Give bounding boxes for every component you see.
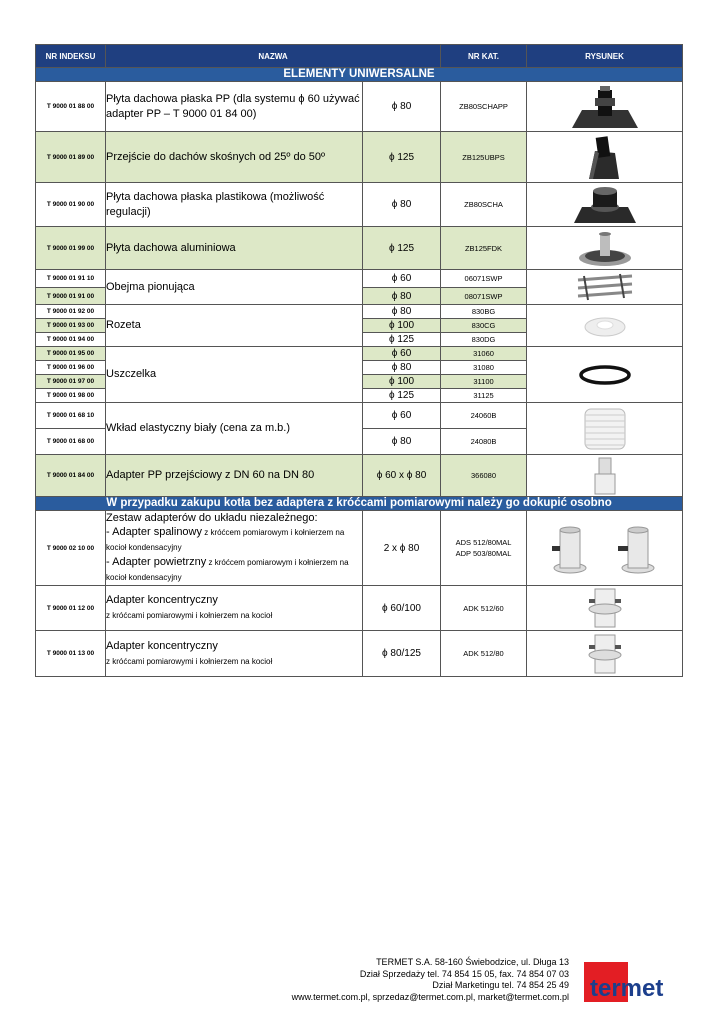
row-diameter: ϕ 60 — [363, 270, 441, 288]
table-row — [36, 305, 683, 319]
row-diameter: ϕ 80 — [363, 429, 441, 455]
company-footer — [292, 957, 569, 1003]
row-index: T 9000 01 97 00 — [36, 375, 106, 389]
row-catalog: 366080 — [441, 455, 527, 497]
row-index: T 9000 01 91 00 — [36, 288, 106, 305]
row-index: T 9000 01 99 00 — [36, 227, 106, 270]
table-row — [36, 270, 683, 288]
adapter-air-desc: z króćcem pomiarowym i kołnierzem na kocioł kondensacyjny — [106, 558, 349, 582]
row-index: T 9000 01 13 00 — [36, 631, 106, 677]
row-diameter: ϕ 125 — [363, 389, 441, 403]
row-diameter: ϕ 80 — [363, 305, 441, 319]
row-name: Adapter PP przejściowy z DN 60 na DN 80 — [106, 455, 363, 497]
row-diameter: ϕ 80 — [363, 82, 441, 132]
table-row — [36, 511, 683, 586]
catalog-flue: ADS 512/80MAL — [455, 538, 512, 547]
adapter-air-label: - Adapter powietrzny — [106, 556, 207, 568]
row-index: T 9000 01 84 00 — [36, 455, 106, 497]
row-index: T 9000 01 91 10 — [36, 270, 106, 288]
table-row — [36, 455, 683, 497]
footer-sales: Dział Sprzedaży tel. 74 854 15 05, fax. 74 854 07 03 — [359, 968, 569, 979]
row-catalog: 31125 — [441, 389, 527, 403]
section-title-adapters-note: W przypadku zakupu kotła bez adaptera z króćcami pomiarowymi należy go dokupić osobno — [36, 497, 683, 511]
row-index: T 9000 01 88 00 — [36, 82, 106, 132]
gasket-image — [527, 347, 683, 403]
table-row — [36, 132, 683, 183]
flat-roof-plate-plastic-image — [527, 183, 683, 227]
row-name — [106, 586, 363, 631]
table-row — [36, 227, 683, 270]
concentric-adapter-60-image — [527, 586, 683, 631]
row-diameter: ϕ 80 — [363, 183, 441, 227]
row-diameter: 2 x ϕ 80 — [363, 511, 441, 586]
group-name-rosette: Rozeta — [106, 305, 363, 347]
clamp-image — [527, 270, 683, 305]
footer-contact: www.termet.com.pl, sprzedaz@termet.com.pl, market@termet.com.pl — [291, 991, 569, 1002]
adapter-flue-desc: z króćcem pomiarowym i kołnierzem na kocioł kondensacyjny — [106, 528, 345, 552]
row-name: Płyta dachowa płaska plastikowa (możliwość regulacji) — [106, 183, 363, 227]
group-name-liner: Wkład elastyczny biały (cena za m.b.) — [106, 403, 363, 455]
row-catalog: 24060B — [441, 403, 527, 429]
group-name-gasket: Uszczelka — [106, 347, 363, 403]
row-index: T 9000 01 95 00 — [36, 347, 106, 361]
table-row — [36, 347, 683, 361]
row-diameter: ϕ 125 — [363, 132, 441, 183]
row-diameter: ϕ 60/100 — [363, 586, 441, 631]
row-catalog: 31100 — [441, 375, 527, 389]
footer-marketing: Dział Marketingu tel. 74 854 25 49 — [432, 980, 569, 990]
table-row — [36, 631, 683, 677]
row-diameter: ϕ 125 — [363, 227, 441, 270]
row-catalog: 31080 — [441, 361, 527, 375]
row-diameter: ϕ 100 — [363, 375, 441, 389]
product-table — [35, 44, 683, 677]
row-diameter: ϕ 80 — [363, 361, 441, 375]
row-index: T 9000 01 68 10 — [36, 403, 106, 429]
row-index: T 9000 01 94 00 — [36, 333, 106, 347]
row-catalog: ZB125FDK — [441, 227, 527, 270]
row-catalog: ADK 512/60 — [441, 586, 527, 631]
logo-text: termet — [590, 975, 664, 1002]
flat-roof-plate-pp-image — [527, 82, 683, 132]
row-diameter: ϕ 60 x ϕ 80 — [363, 455, 441, 497]
table-row — [36, 82, 683, 132]
row-diameter: ϕ 60 — [363, 347, 441, 361]
row-index: T 9000 01 93 00 — [36, 319, 106, 333]
adapter-set-title: Zestaw adapterów do układu niezależnego: — [106, 512, 318, 524]
row-index: T 9000 01 12 00 — [36, 586, 106, 631]
row-index: T 9000 01 90 00 — [36, 183, 106, 227]
aluminum-roof-plate-image — [527, 227, 683, 270]
row-diameter: ϕ 60 — [363, 403, 441, 429]
row-catalog — [441, 511, 527, 586]
group-name-clamp: Obejma pionująca — [106, 270, 363, 305]
row-name: Płyta dachowa aluminiowa — [106, 227, 363, 270]
row-index: T 9000 01 68 00 — [36, 429, 106, 455]
adapter-desc: z króćcami pomiarowymi i kołnierzem na kocioł — [106, 611, 273, 620]
row-catalog: ZB80SCHA — [441, 183, 527, 227]
adapter-set-image — [527, 511, 683, 586]
footer-address: TERMET S.A. 58-160 Świebodzice, ul. Długa 13 — [376, 957, 569, 967]
row-diameter: ϕ 100 — [363, 319, 441, 333]
row-catalog: 31060 — [441, 347, 527, 361]
row-catalog: 830DG — [441, 333, 527, 347]
row-catalog: 08071SWP — [441, 288, 527, 305]
row-index: T 9000 01 98 00 — [36, 389, 106, 403]
adapter-flue-label: - Adapter spalinowy — [106, 526, 202, 538]
row-index: T 9000 01 96 00 — [36, 361, 106, 375]
pp-adapter-image — [527, 455, 683, 497]
row-index: T 9000 02 10 00 — [36, 511, 106, 586]
row-name — [106, 631, 363, 677]
section-title-universal: ELEMENTY UNIWERSALNE — [36, 68, 683, 82]
col-header-catalog: NR KAT. — [441, 45, 527, 68]
catalog-air: ADP 503/80MAL — [455, 549, 512, 558]
adapter-desc: z króćcami pomiarowymi i kołnierzem na kocioł — [106, 656, 273, 666]
adapter-title: Adapter koncentryczny — [106, 639, 218, 652]
sloped-roof-passage-image — [527, 132, 683, 183]
rosette-image — [527, 305, 683, 347]
row-index: T 9000 01 89 00 — [36, 132, 106, 183]
row-name — [106, 511, 363, 586]
table-row — [36, 403, 683, 429]
concentric-adapter-80-image — [527, 631, 683, 677]
row-catalog: ZB125UBPS — [441, 132, 527, 183]
row-catalog: 830BG — [441, 305, 527, 319]
termet-logo — [584, 962, 684, 1002]
flexible-liner-image — [527, 403, 683, 455]
row-catalog: 24080B — [441, 429, 527, 455]
col-header-drawing: RYSUNEK — [527, 45, 683, 68]
row-catalog: 830CG — [441, 319, 527, 333]
row-catalog: 06071SWP — [441, 270, 527, 288]
row-diameter: ϕ 80/125 — [363, 631, 441, 677]
row-catalog: ZB80SCHAPP — [441, 82, 527, 132]
row-catalog: ADK 512/80 — [441, 631, 527, 677]
col-header-name: NAZWA — [106, 45, 441, 68]
row-diameter: ϕ 80 — [363, 288, 441, 305]
col-header-index: NR INDEKSU — [36, 45, 106, 68]
adapter-title: Adapter koncentryczny — [106, 594, 218, 606]
row-diameter: ϕ 125 — [363, 333, 441, 347]
row-name: Płyta dachowa płaska PP (dla systemu ϕ 60 używać adapter PP – T 9000 01 84 00) — [106, 82, 363, 132]
table-row — [36, 586, 683, 631]
row-index: T 9000 01 92 00 — [36, 305, 106, 319]
row-name: Przejście do dachów skośnych od 25º do 50º — [106, 132, 363, 183]
table-row — [36, 183, 683, 227]
